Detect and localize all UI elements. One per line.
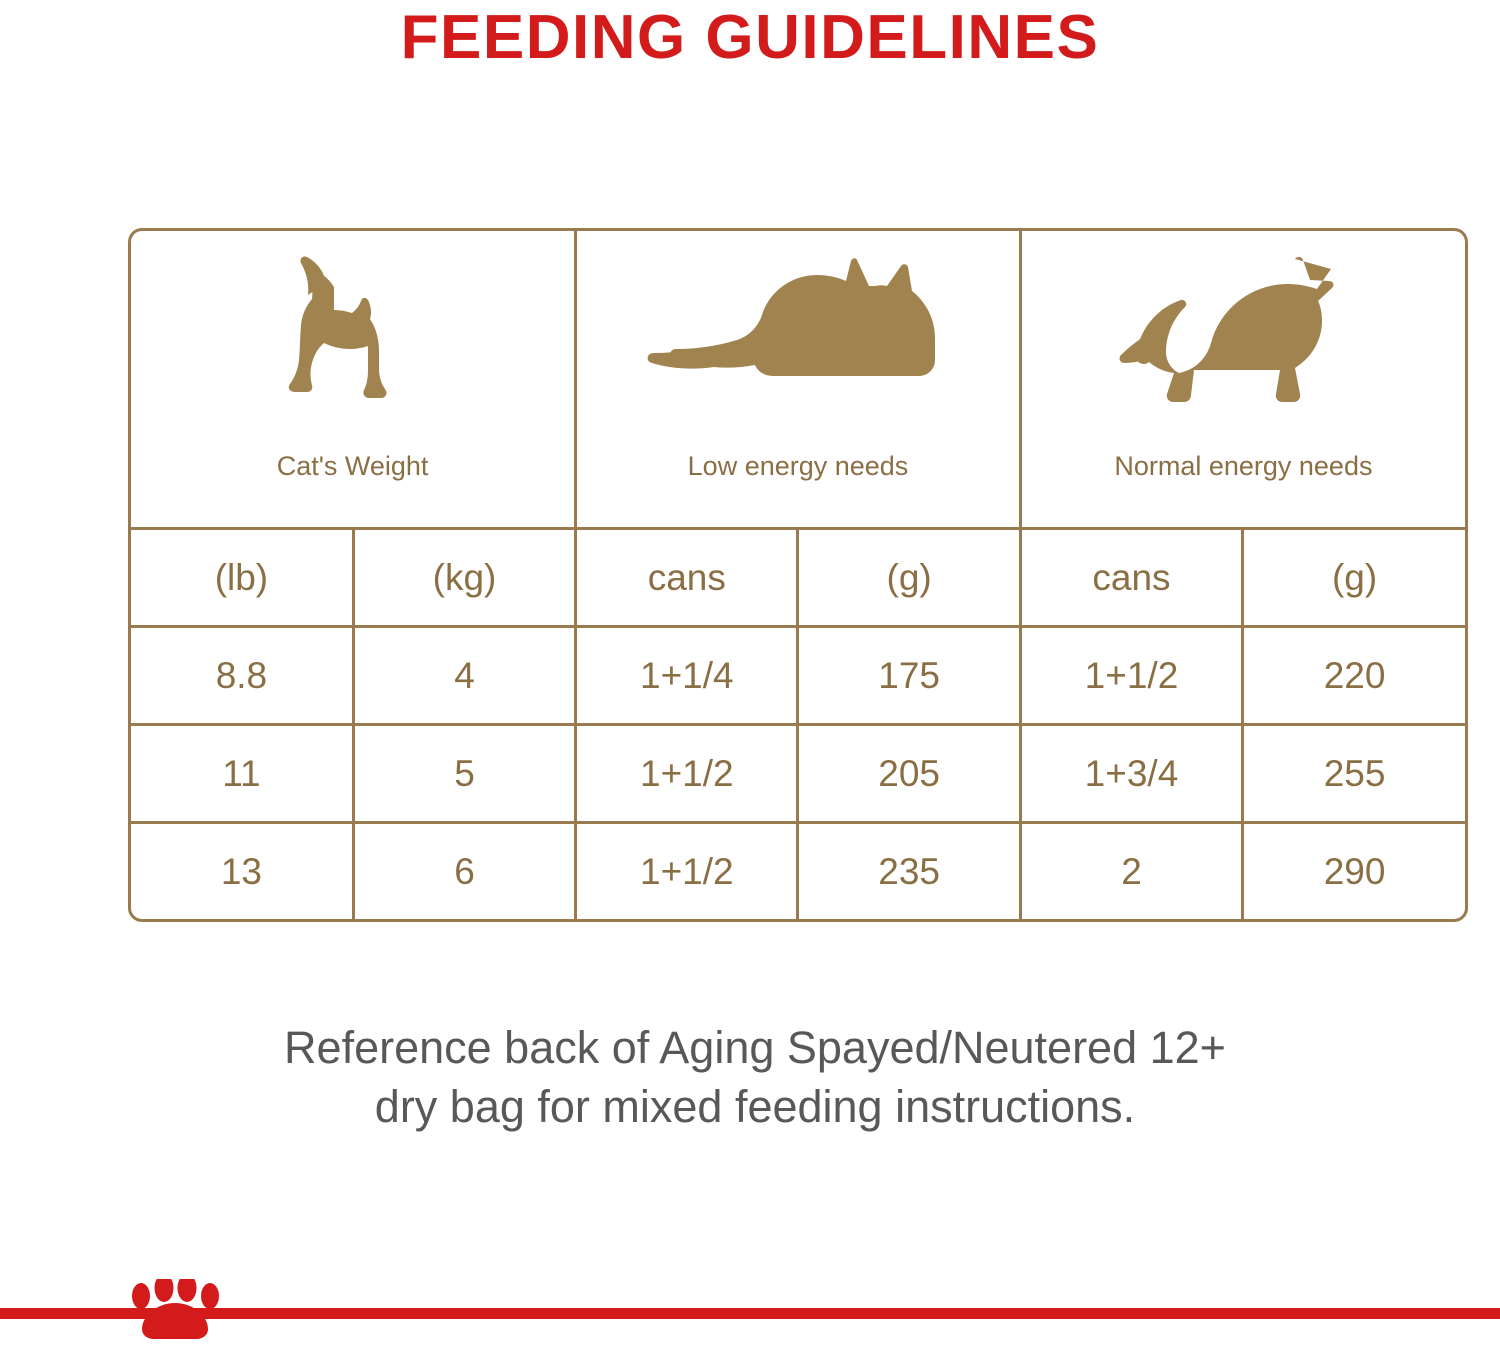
header-cell-weight <box>131 231 576 529</box>
page-title: FEEDING GUIDELINES <box>400 3 1100 72</box>
cell-weight-lb: 8.8 <box>131 627 353 725</box>
cell-normal-g: 290 <box>1243 823 1465 920</box>
unit-cell-normal-g: (g) <box>1243 529 1465 627</box>
unit-cell-kg: (kg) <box>353 529 575 627</box>
cat-standing-icon <box>248 253 458 437</box>
cell-weight-kg: 4 <box>353 627 575 725</box>
feeding-table <box>131 231 1465 919</box>
table-row <box>131 725 1465 823</box>
cell-normal-g: 220 <box>1243 627 1465 725</box>
cell-low-g: 205 <box>798 725 1020 823</box>
cell-low-cans: 1+1/2 <box>576 725 798 823</box>
cat-lying-icon <box>633 253 963 437</box>
header-label-low-energy: Low energy needs <box>687 451 909 481</box>
unit-cell-low-g: (g) <box>798 529 1020 627</box>
unit-cell-low-cans: cans <box>576 529 798 627</box>
cell-normal-cans: 1+1/2 <box>1020 627 1242 725</box>
cell-weight-kg: 5 <box>353 725 575 823</box>
cell-low-cans: 1+1/4 <box>576 627 798 725</box>
table-header-row <box>131 231 1465 529</box>
cell-weight-kg: 6 <box>353 823 575 920</box>
unit-cell-normal-cans: cans <box>1020 529 1242 627</box>
royal-canin-crown-icon <box>108 1279 238 1341</box>
footer-note-line2: dry bag for mixed feeding instructions. <box>374 1081 1136 1133</box>
cell-normal-cans: 1+3/4 <box>1020 725 1242 823</box>
header-label-weight: Cat's Weight <box>276 451 429 481</box>
unit-cell-lb: (lb) <box>131 529 353 627</box>
header-cell-low-energy <box>576 231 1021 529</box>
footer-note <box>110 1018 1400 1137</box>
cell-normal-cans: 2 <box>1020 823 1242 920</box>
feeding-table-container <box>128 228 1468 922</box>
cat-walking-icon <box>1078 253 1408 437</box>
table-row <box>131 823 1465 920</box>
cell-low-g: 175 <box>798 627 1020 725</box>
header-cell-normal-energy <box>1020 231 1465 529</box>
table-row <box>131 627 1465 725</box>
brand-bar <box>0 1279 1500 1341</box>
footer-note-line1: Reference back of Aging Spayed/Neutered 12+ <box>284 1022 1226 1073</box>
cell-normal-g: 255 <box>1243 725 1465 823</box>
table-units-row <box>131 529 1465 627</box>
cell-low-cans: 1+1/2 <box>576 823 798 920</box>
cell-weight-lb: 11 <box>131 725 353 823</box>
cell-weight-lb: 13 <box>131 823 353 920</box>
header-label-normal-energy: Normal energy needs <box>1114 451 1373 481</box>
cell-low-g: 235 <box>798 823 1020 920</box>
